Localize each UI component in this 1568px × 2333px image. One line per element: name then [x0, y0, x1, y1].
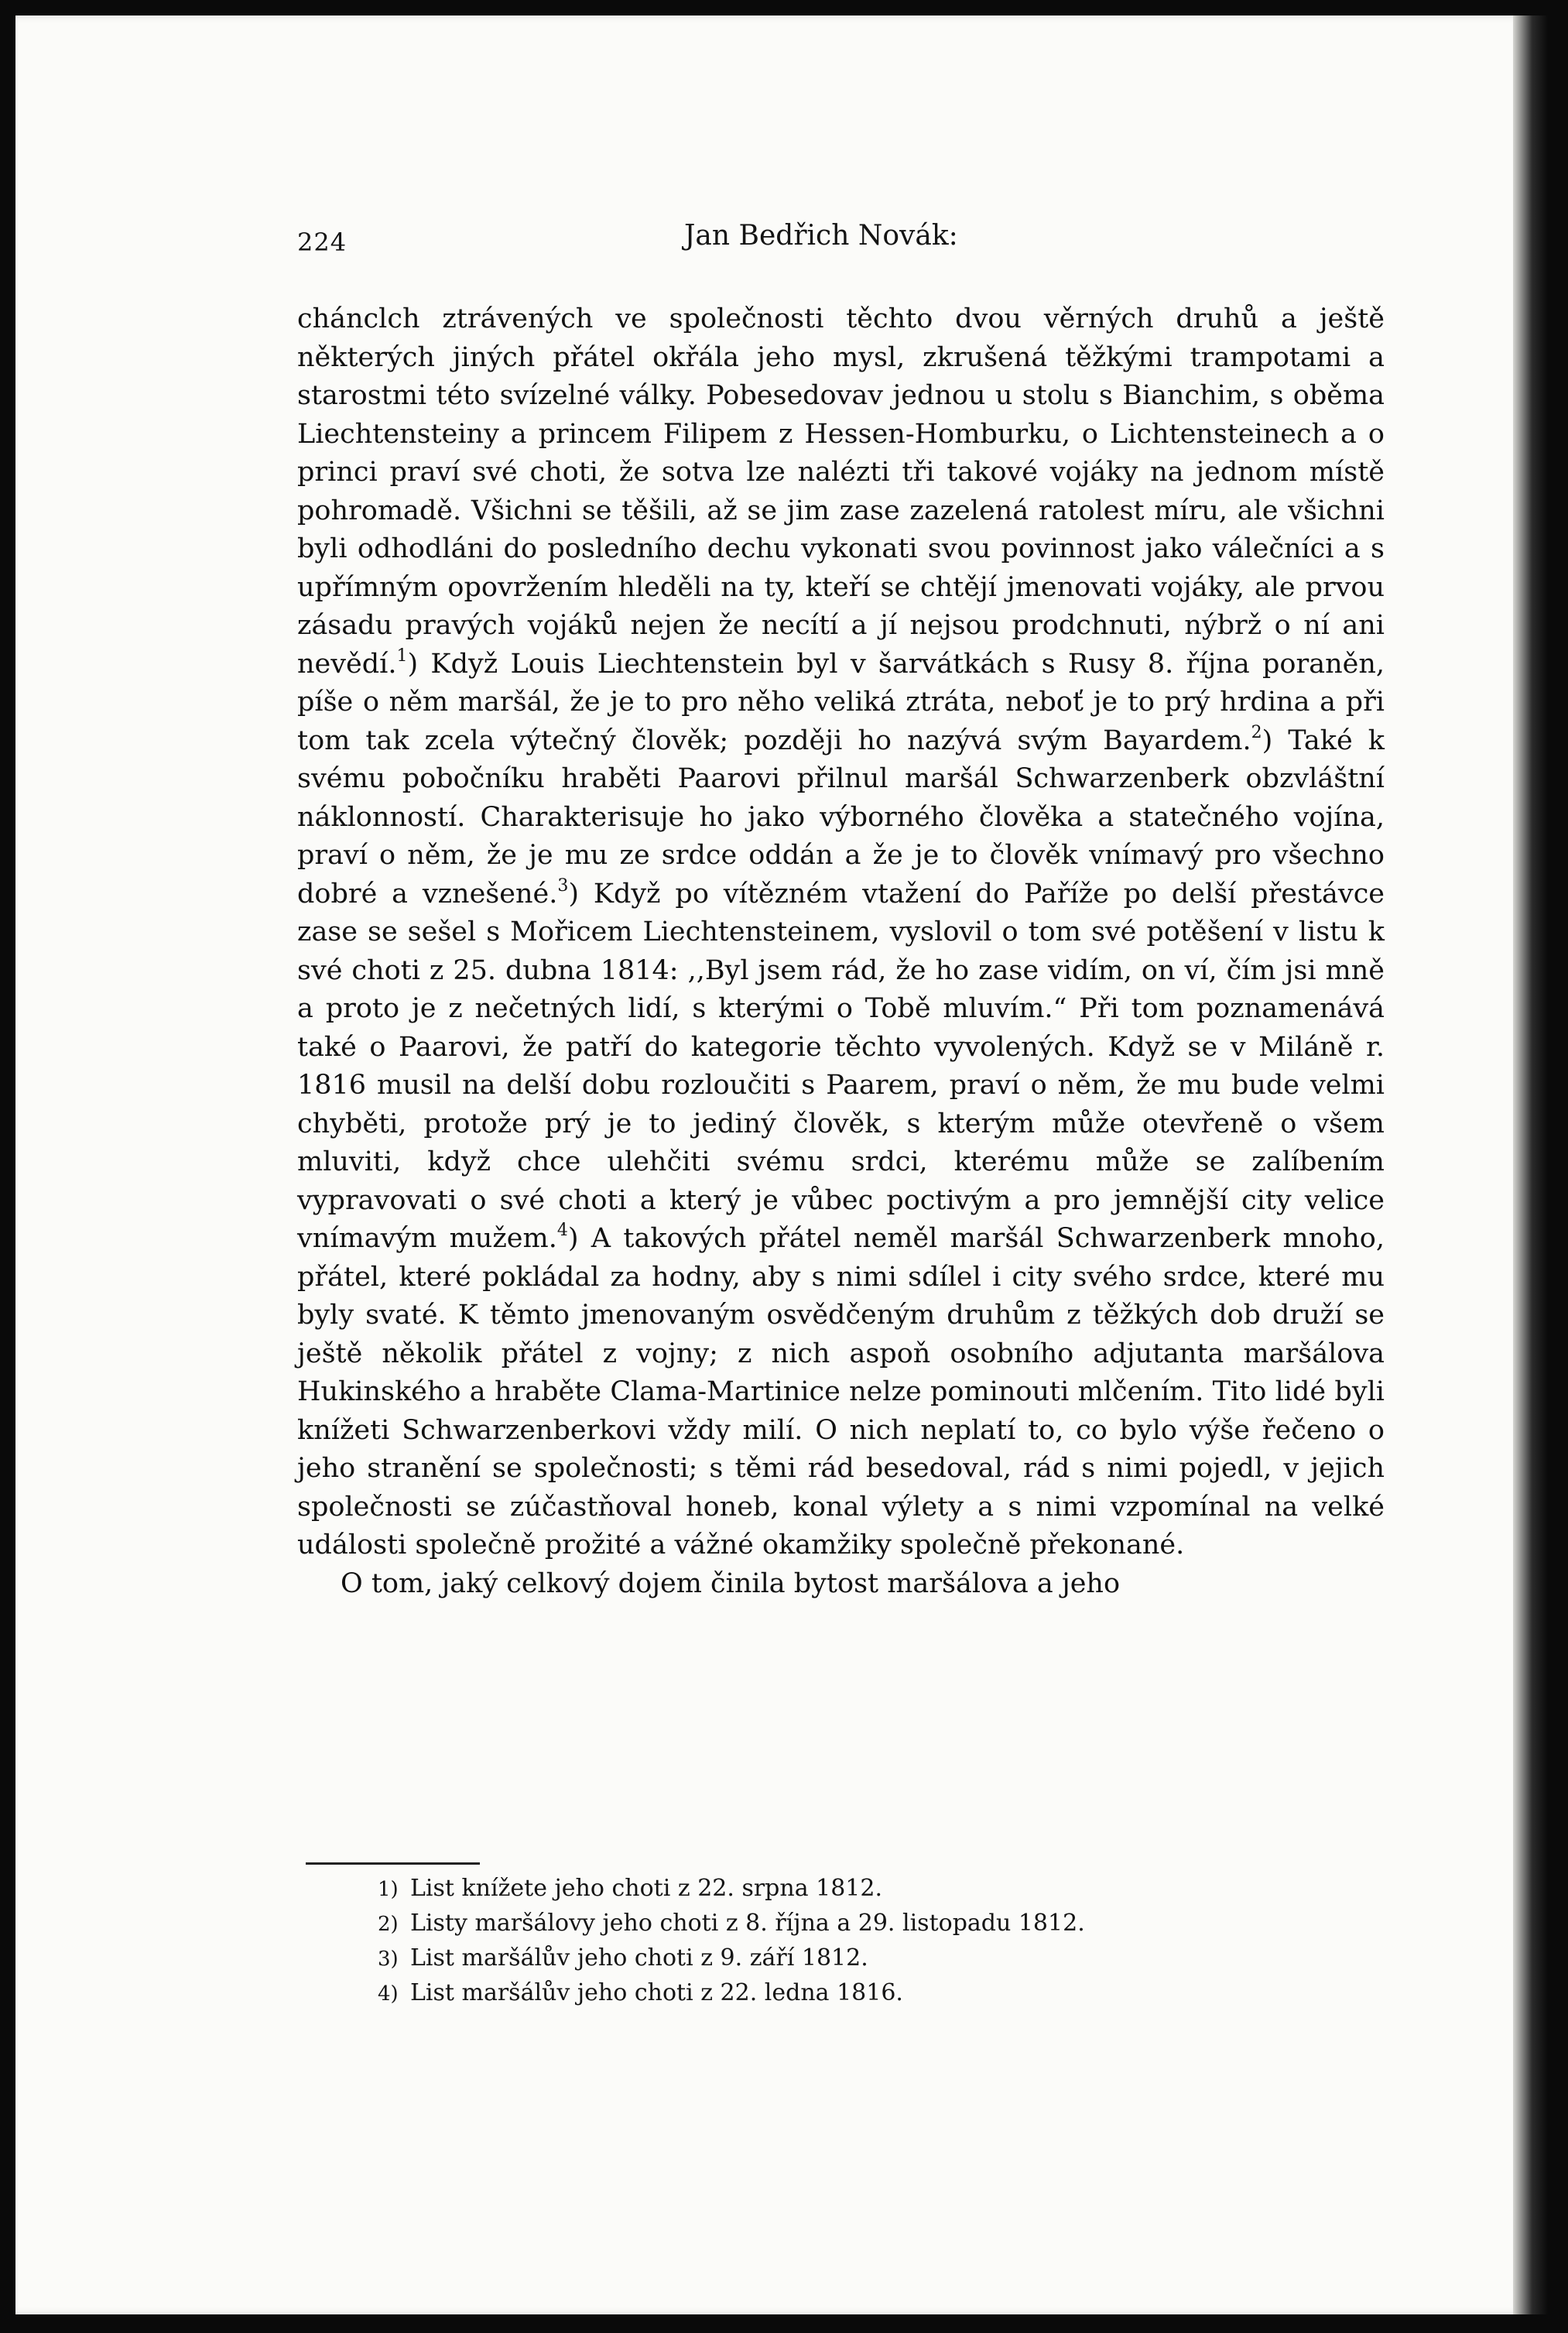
footnote-ref-3: 3	[557, 875, 569, 896]
footnote-4	[378, 1976, 1384, 2011]
footnote-2	[378, 1906, 1384, 1941]
footnote-mark: 2)	[378, 1913, 399, 1936]
footnote-3	[378, 1941, 1384, 1976]
footnote-text: Listy maršálovy jeho choti z 8. října a 29. listopadu 1812.	[410, 1910, 1085, 1937]
footnote-text: List maršálův jeho choti z 9. září 1812.	[410, 1944, 868, 1972]
footnote-ref-1: 1	[396, 646, 408, 666]
binding-edge	[1513, 15, 1548, 2314]
footnote-text: List knížete jeho choti z 22. srpna 1812.	[410, 1875, 883, 1902]
page-number: 224	[297, 228, 347, 257]
paragraph-1	[297, 300, 1385, 1565]
page-header	[297, 220, 1381, 266]
footnote-text: List maršálův jeho choti z 22. ledna 1816.	[410, 1979, 903, 2006]
footnote-ref-2: 2	[1251, 722, 1262, 742]
footnote-ref-4: 4	[556, 1221, 568, 1241]
paragraph-1-text-a: chánclch ztrávených ve společnosti těchto dvou věrných druhů a ještě některých jiných přátel okřála jeho mysl, zkrušená těžkými trampotami a starostmi této svízelné války. Pobesedovav jednou u stolu s Bianchim, s oběma Liechtensteiny a princem Filipem z Hessen-Homburku, o Lichtensteinech a o princi praví své choti, že sotva lze nalézti tři takové vojáky na jednom místě pohromadě. Všichni se těšili, až se jim zase zazelená ratolest míru, ale všichni byli odhodláni do posledního dechu vykonati svou povinnost jako válečníci a s upřímným opovržením hleděli na ty, kteří se chtějí jmenovati vojáky, ale prvou zásadu pravých vojáků nejen že necítí a jí nejsou prodchnuti, nýbrž o ní ani nevědí.	[297, 303, 1385, 680]
main-text	[297, 300, 1385, 1603]
footnote-mark: 1)	[378, 1878, 399, 1901]
paragraph-1-text-b: ) Když Louis Liechtenstein byl v šarvátkách s Rusy 8. října poraněn, píše o něm maršál, že je to pro něho veliká ztráta, neboť je to prý hrdina a při tom tak zcela výtečný člověk; později ho nazývá svým Bayardem.	[297, 648, 1385, 756]
footnote-mark: 3)	[378, 1948, 399, 1971]
footnote-divider	[306, 1862, 480, 1865]
footnote-mark: 4)	[378, 1982, 399, 2006]
paragraph-2: O tom, jaký celkový dojem činila bytost maršálova a jeho	[341, 1567, 1121, 1599]
footnotes	[378, 1872, 1384, 2011]
running-title: Jan Bedřich Novák:	[684, 220, 958, 252]
paragraph-1-text-e: ) A takových přátel neměl maršál Schwarzenberk mnoho, přátel, které pokládal za hodny, aby s nimi sdílel i city svého srdce, které mu byly svaté. K těmto jmenovaným osvědčeným druhům z těžkých dob druží se ještě několik přátel z vojny; z nich aspoň osobního adjutanta maršálova Hukinského a hraběte Clama-Martinice nelze pominouti mlčením. Tito lidé byli knížeti Schwarzenberkovi vždy milí. O nich neplatí to, co bylo výše řečeno o jeho stranění se společnosti; s těmi rád besedoval, rád s nimi pojedl, v jejich společnosti se zúčastňoval honeb, konal výlety a s nimi vzpomínal na velké události společně prožité a vážné okamžiky společně překonané.	[297, 1223, 1385, 1560]
footnote-1	[378, 1872, 1384, 1906]
paragraph-1-text-c: ) Také k svému pobočníku hraběti Paarovi přilnul maršál Schwarzenberk obzvláštní náklonností. Charakterisuje ho jako výborného člověka a statečného vojína, praví o něm, že je mu ze srdce oddán a že je to člověk vnímavý pro všechno dobré a vznešené.	[297, 725, 1385, 910]
paragraph-1-text-d: ) Když po vítězném vtažení do Paříže po delší přestávce zase se sešel s Mořicem Liechtensteinem, vyslovil o tom své potěšení v listu k své choti z 25. dubna 1814: ,,Byl jsem rád, že ho zase vidím, on ví, čím jsi mně a proto je z nečetných lidí, s kterými o Tobě mluvím.“ Při tom poznamenává také o Paarovi, že patří do kategorie těchto vyvolených. Když se v Miláně r. 1816 musil na delší dobu rozloučiti s Paarem, praví o něm, že mu bude velmi chyběti, protože prý je to jediný člověk, s kterým může otevřeně o všem mluviti, když chce ulehčiti svému srdci, kterému může se zalíbením vypravovati o své choti a který je vůbec poctivým a pro jemnější city velice vnímavým mužem.	[297, 878, 1385, 1254]
